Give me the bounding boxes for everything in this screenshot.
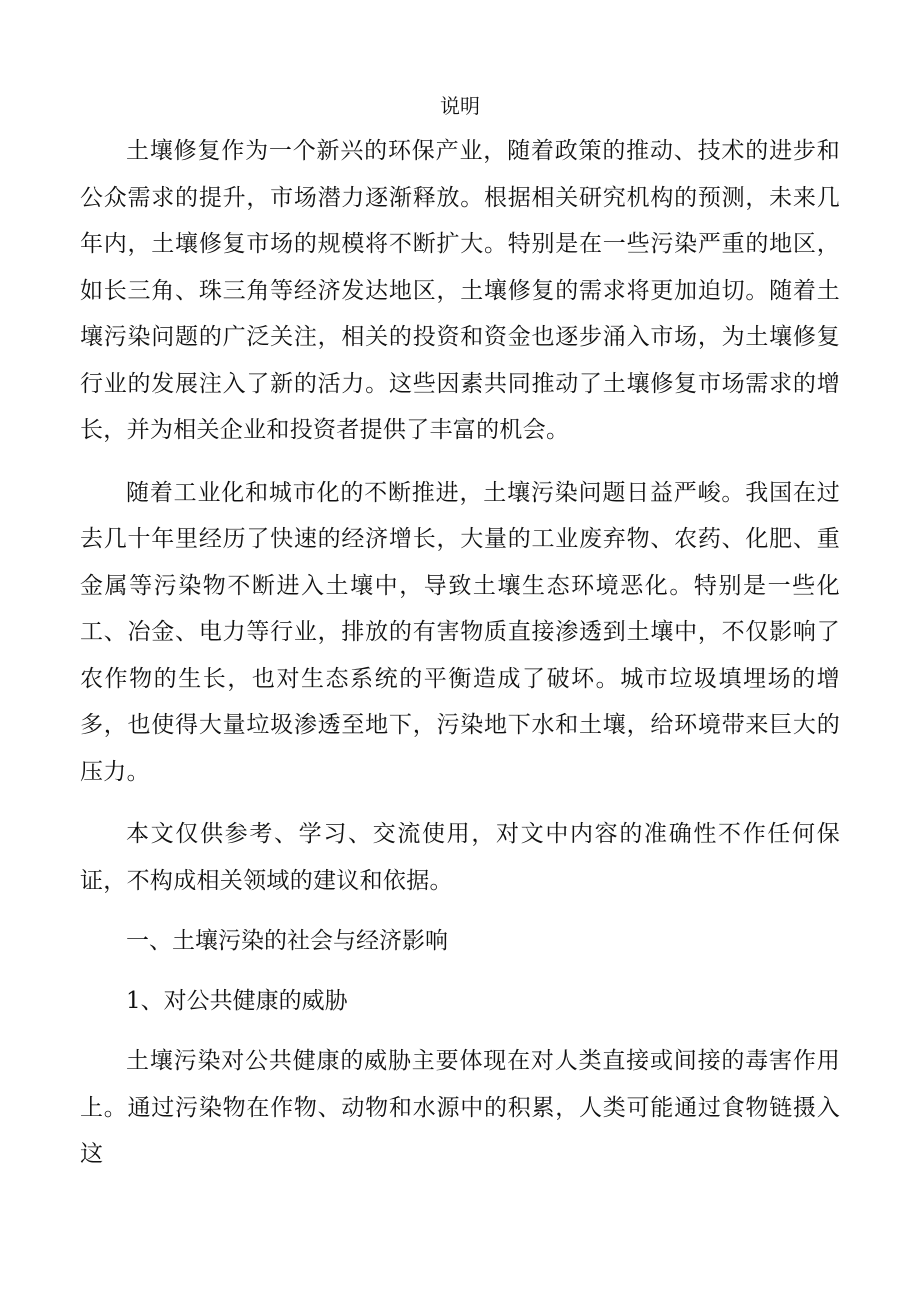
- intro-paragraph-1: 土壤修复作为一个新兴的环保产业，随着政策的推动、技术的进步和公众需求的提升，市场潜力逐渐释放。根据相关研究机构的预测，未来几年内，土壤修复市场的规模将不断扩大。特别是在一些污染严重的地区，如长三角、珠三角等经济发达地区，土壤修复的需求将更加迫切。随着土壤污染问题的广泛关注，相关的投资和资金也逐步涌入市场，为土壤修复行业的发展注入了新的活力。这些因素共同推动了土壤修复市场需求的增长，并为相关企业和投资者提供了丰富的机会。: [80, 138, 840, 443]
- intro-paragraph-2: 随着工业化和城市化的不断推进，土壤污染问题日益严峻。我国在过去几十年里经历了快速的经济增长，大量的工业废弃物、农药、化肥、重金属等污染物不断进入土壤中，导致土壤生态环境恶化。特别是一些化工、冶金、电力等行业，排放的有害物质直接渗透到土壤中，不仅影响了农作物的生长，也对生态系统的平衡造成了破坏。城市垃圾填埋场的增多，也使得大量垃圾渗透至地下，污染地下水和土壤，给环境带来巨大的压力。: [80, 479, 840, 785]
- section-heading: 一、土壤污染的社会与经济影响: [126, 928, 448, 954]
- subsection-heading: 1、对公共健康的威胁: [126, 988, 348, 1014]
- disclaimer-paragraph: 本文仅供参考、学习、交流使用，对文中内容的准确性不作任何保证，不构成相关领域的建议和依据。: [80, 821, 840, 894]
- document-page: [80, 88, 840, 1178]
- document-title: 说明: [440, 94, 480, 118]
- section-paragraph: 土壤污染对公共健康的威胁主要体现在对人类直接或间接的毒害作用上。通过污染物在作物、动物和水源中的积累，人类可能通过食物链摄入这: [80, 1048, 840, 1167]
